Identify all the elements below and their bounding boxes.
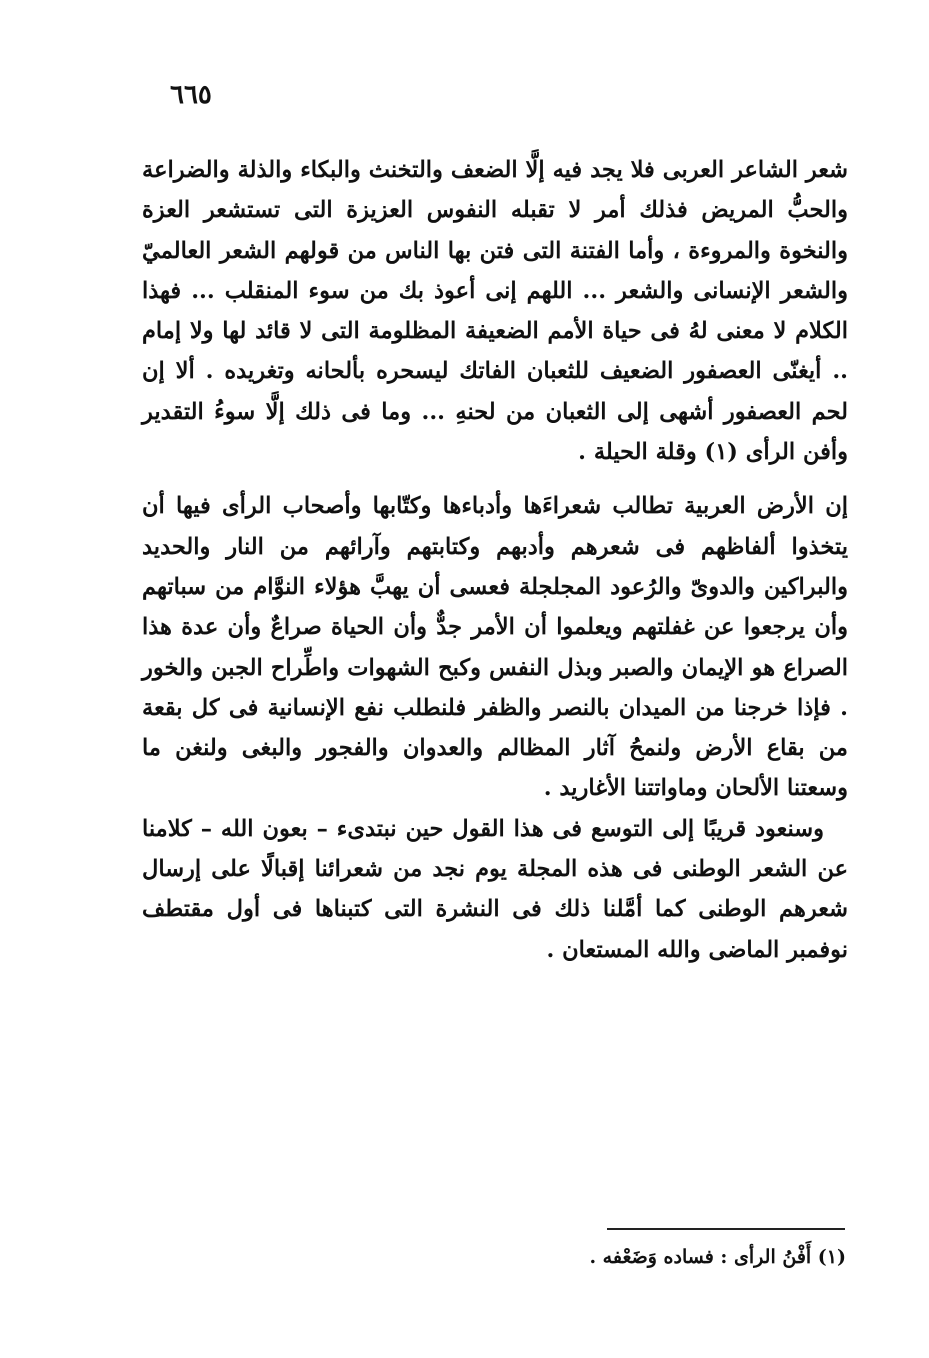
paragraph-1: شعر الشاعر العربى فلا يجد فيه إلَّا الضعف والتخنث والبكاء والذلة والضراعة والحبُّ المريض فذلك أمر لا تقبله النفوس العزيزة التى تستشعر العزة والنخوة والمروءة ، وأما الفتنة التى فتن بها الناس من قولهم الشعر العالميّ والشعر الإنسانى والشعر ... اللهم إنى أعوذ بك من سوء المنقلب ... فهذا الكلام لا معنى لهُ فى حياة الأمم الضعيفة المظلومة التى لا قائد لها ولا إمام .. أيغنّى العصفور الضعيف للثعبان الفاتك ليسحره بألحانه وتغريده . ألا إن لحم العصفور أشهى إلى الثعبان من لحنهِ ... وما فى ذلك إلَّا سوءُ التقدير وأفن الرأى (١) وقلة الحيلة . — [142, 157, 848, 466]
footnote-divider — [607, 1228, 845, 1230]
body-text — [142, 150, 848, 970]
footnote: (١) أَفْنُ الرأى : فساده وَضَعْفه . — [589, 1246, 846, 1268]
paragraph-2: إن الأرض العربية تطالب شعراءَها وأدباءها وكتّابها وأصحاب الرأى فيها أن يتخذوا ألفاظهم فى شعرهم وأدبهم وكتابتهم وآرائهم من النار والحديد والبراكين والدوىّ والرُعود المجلجلة فعسى أن يهبَّ هؤلاء النوَّام من سباتهم وأن يرجعوا عن غفلتهم ويعلموا أن الأمر جدٌّ وأن الحياة صراعٌ وأن عدة هذا الصراع هو الإيمان والصبر وبذل النفس وكبح الشهوات واطِّراح الجبن والخور . فإذا خرجنا من الميدان بالنصر والظفر فلنطلب نفع الإنسانية فى كل بقعة من بقاع الأرض ولنمحُ آثار المظالم والعدوان والفجور والبغى ولنغن ما وسعتنا الألحان وماواتتنا الأغاريد . — [142, 493, 848, 802]
page-number: ٦٦٥ — [170, 80, 212, 110]
paragraph-3: وسنعود قريبًا إلى التوسع فى هذا القول حين نبتدىء – بعون الله – كلامنا عن الشعر الوطنى فى هذه المجلة يوم نجد من شعرائنا إقبالًا على إرسال شعرهم الوطنى كما أمَّلنا ذلك فى النشرة التى كتبناها فى أول مقتطف نوفمبر الماضى والله المستعان . — [142, 815, 848, 963]
